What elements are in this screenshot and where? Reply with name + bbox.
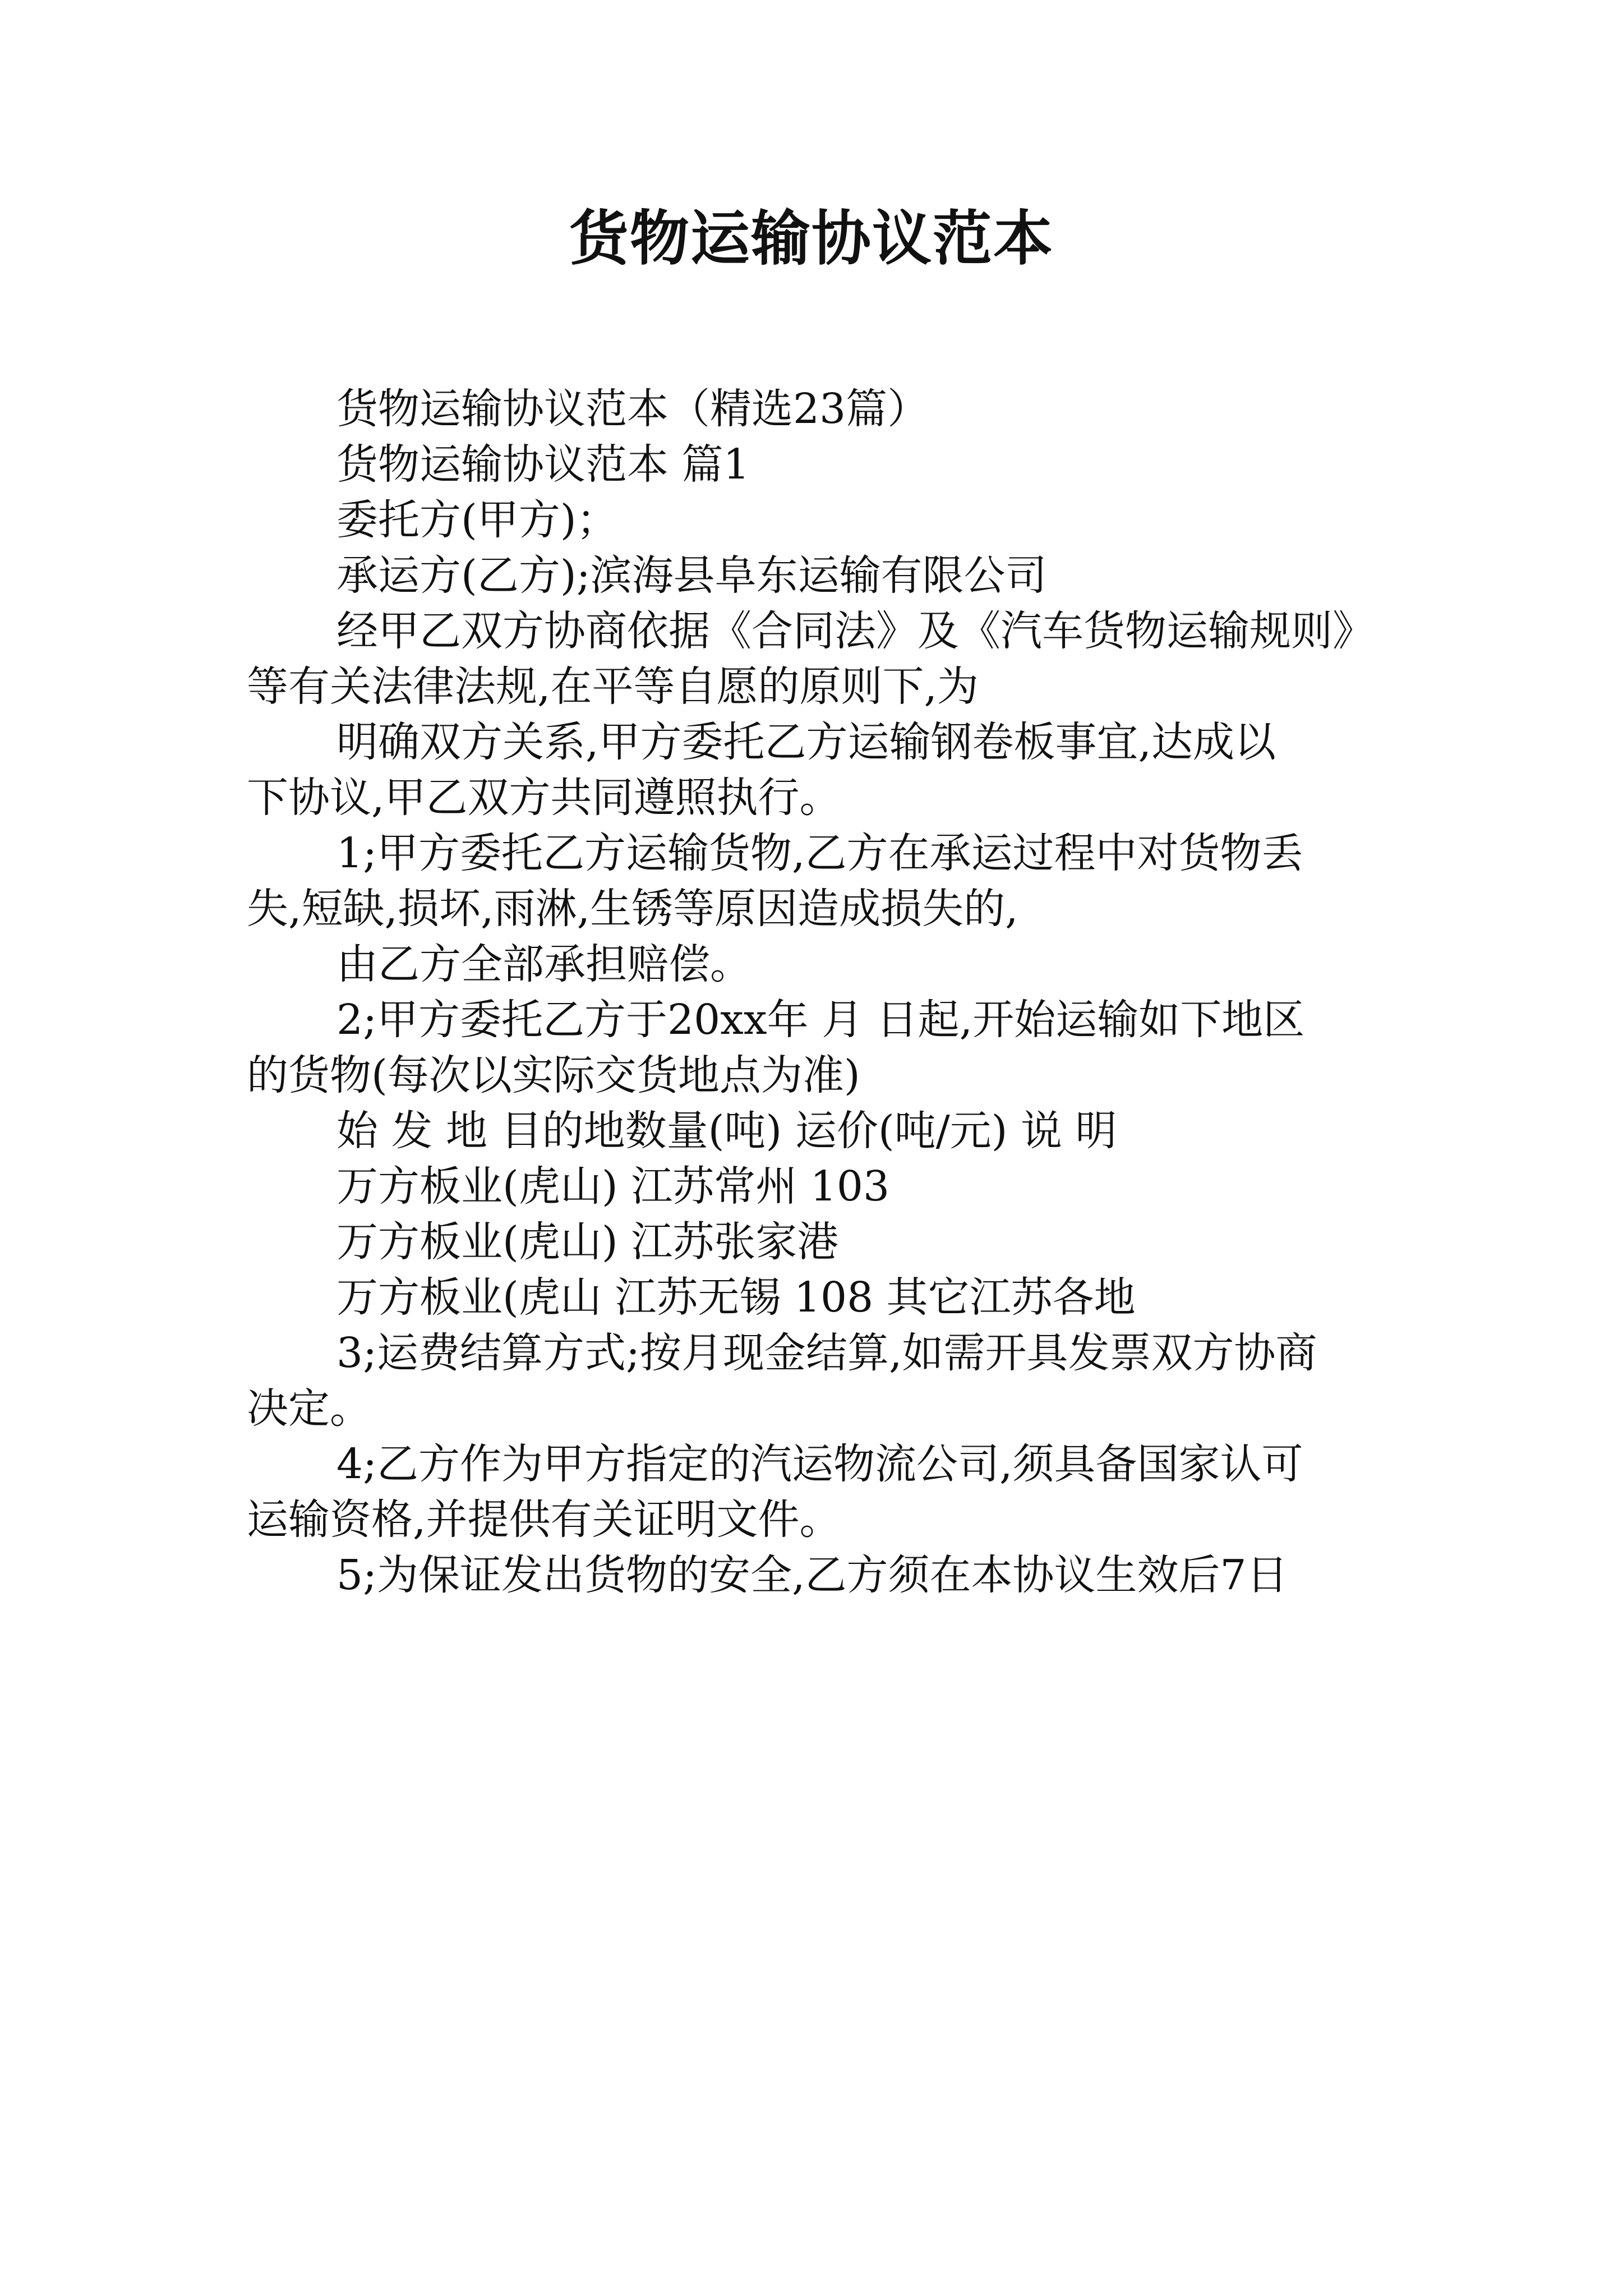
text-line: 万方板业(虎山 江苏无锡 108 其它江苏各地 [336,1273,1136,1322]
text-line: 货物运输协议范本 篇1 [336,440,750,489]
document-body [247,381,1385,1603]
text-line: 经甲乙双方协商依据《合同法》及《汽车货物运输规则》 [336,607,1374,655]
text-line: 2;甲方委托乙方于20xx年 月 日起,开始运输如下地区 [336,996,1305,1044]
text-line: 始 发 地 目的地数量(吨) 运价(吨/元) 说 明 [336,1107,1117,1155]
text-line: 1;甲方委托乙方运输货物,乙方在承运过程中对货物丢 [336,829,1303,877]
text-line: 的货物(每次以实际交货地点为准) [247,1051,860,1099]
text-line: 等有关法律法规,在平等自愿的原则下,为 [247,662,979,711]
text-line: 失,短缺,损坏,雨淋,生锈等原因造成损失的, [247,885,1018,933]
text-line: 万方板业(虎山) 江苏常州 103 [336,1162,890,1211]
text-line: 4;乙方作为甲方指定的汽运物流公司,须具备国家认可 [336,1440,1303,1488]
text-line: 明确双方关系,甲方委托乙方运输钢卷板事宜,达成以 [336,718,1276,766]
text-line: 由乙方全部承担赔偿。 [336,940,751,988]
text-line: 运输资格,并提供有关证明文件。 [247,1496,841,1544]
text-line: 决定。 [247,1384,371,1433]
text-line: 5;为保证发出货物的安全,乙方须在本协议生效后7日 [336,1551,1288,1599]
text-line: 3;运费结算方式;按月现金结算,如需开具发票双方协商 [336,1329,1317,1377]
text-line: 货物运输协议范本（精选23篇） [336,385,929,433]
text-line: 下协议,甲乙双方共同遵照执行。 [247,774,841,822]
text-line: 承运方(乙方);滨海县阜东运输有限公司 [336,551,1047,600]
document-title: 货物运输协议范本 [569,203,1054,273]
text-line: 万方板业(虎山) 江苏张家港 [336,1218,839,1266]
text-line: 委托方(甲方)； [336,496,618,544]
